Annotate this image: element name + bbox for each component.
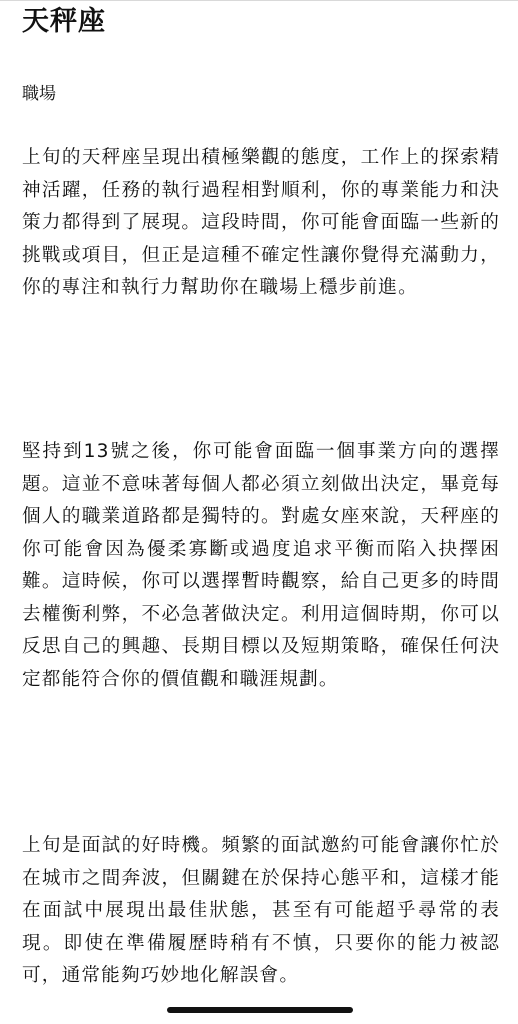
paragraph-3: 上旬是面試的好時機。頻繁的面試邀約可能會讓你忙於在城市之間奔波，但關鍵在於保持心態平和，這樣才能在面試中展現出最佳狀態，甚至有可能超乎尋常的表現。即使在準備履歷時稍有不慎，只要你的能力被認可，通常能夠巧妙地化解誤會。	[22, 835, 500, 986]
home-indicator[interactable]	[167, 1007, 353, 1013]
paragraph-2: 堅持到13號之後，你可能會面臨一個事業方向的選擇題。這並不意味著每個人都必須立刻做出決定，畢竟每個人的職業道路都是獨特的。對處女座來說，天秤座的你可能會因為優柔寡斷或過度追求平衡而陷入抉擇困難。這時候，你可以選擇暫時觀察，給自己更多的時間去權衡利弊，不必急著做決定。利用這個時期，你可以反思自己的興趣、長期目標以及短期策略，確保任何決定都能符合你的價值觀和職涯規劃。	[22, 441, 500, 690]
page-title: 天秤座	[22, 6, 106, 37]
section-heading: 職場	[22, 84, 56, 104]
paragraph-1: 上旬的天秤座呈現出積極樂觀的態度，工作上的探索精神活躍，任務的執行過程相對順利，你的專業能力和決策力都得到了展現。這段時間，你可能會面臨一些新的挑戰或項目，但正是這種不確定性讓你覺得充滿動力，你的專注和執行力幫助你在職場上穩步前進。	[22, 147, 500, 298]
top-divider	[0, 0, 518, 1]
